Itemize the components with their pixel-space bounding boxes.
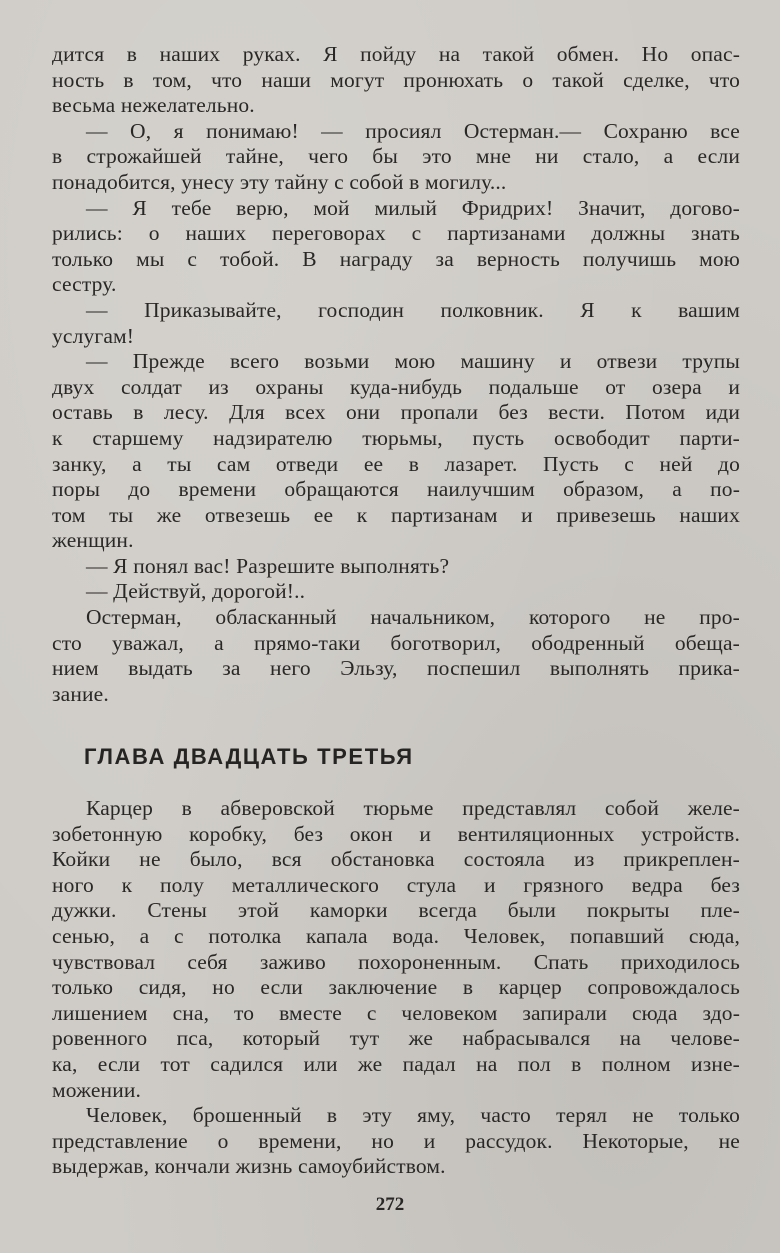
text-line: чувствовал себя заживо похороненным. Спать приходилось [52, 949, 740, 974]
text-line: поры до времени обращаются наилучшим образом, а по- [52, 477, 740, 502]
text-line: выдержав, кончали жизнь самоубийством. [52, 1154, 446, 1179]
text-line: — О, я понимаю! — просиял Остерман.— Сохраню все [86, 118, 740, 143]
text-line: — Прежде всего возьми мою машину и отвези трупы [86, 349, 740, 374]
text-line: Человек, брошенный в эту яму, часто терял не только [86, 1103, 740, 1128]
text-line: — Действуй, дорогой!.. [86, 579, 306, 604]
text-line: в строжайшей тайне, чего бы это мне ни стало, а если [52, 144, 740, 169]
text-line: понадобится, унесу эту тайну с собой в могилу... [52, 169, 507, 194]
text-line: дужки. Стены этой каморки всегда были покрыты пле- [52, 898, 740, 923]
text-line: Койки не было, вся обстановка состояла из прикреплен- [52, 847, 740, 872]
text-line: только мы с тобой. В награду за верность получишь мою [52, 246, 740, 271]
text-line: ного к полу металлического стула и грязного ведра без [52, 872, 740, 897]
text-line: двух солдат из охраны куда-нибудь подальше от озера и [52, 374, 740, 399]
text-block-bottom [52, 796, 740, 1180]
text-line: можении. [52, 1077, 142, 1102]
text-line: к старшему надзирателю тюрьмы, пусть освободит парти- [52, 425, 740, 450]
text-line: женщин. [52, 528, 134, 553]
text-line: сто уважал, а прямо-таки боготворил, ободренный обеща- [52, 630, 740, 655]
text-line: лишением сна, то вместе с человеком запирали сюда здо- [52, 1000, 740, 1025]
text-block-top [52, 42, 740, 707]
text-line: ка, если тот садился или же падал на пол в полном изне- [52, 1051, 740, 1076]
text-line: только сидя, но если заключение в карцер сопровождалось [52, 975, 740, 1000]
text-line: рились: о наших переговорах с партизанами должны знать [52, 221, 740, 246]
text-line: ровенного пса, который тут же набрасывался на челове- [52, 1026, 740, 1051]
text-line: занку, а ты сам отведи ее в лазарет. Пусть с ней до [52, 451, 740, 476]
text-line: сестру. [52, 272, 117, 297]
text-line: нием выдать за него Эльзу, поспешил выполнять прика- [52, 656, 740, 681]
text-line: — Я понял вас! Разрешите выполнять? [86, 553, 450, 578]
chapter-heading: ГЛАВА ДВАДЦАТЬ ТРЕТЬЯ [84, 744, 414, 769]
page-number: 272 [375, 1194, 405, 1215]
text-line: Остерман, обласканный начальником, которого не про- [86, 605, 740, 630]
text-line: зание. [52, 681, 109, 706]
text-line: оставь в лесу. Для всех они пропали без вести. Потом иди [52, 400, 740, 425]
text-line: сенью, а с потолка капала вода. Человек, попавший сюда, [52, 923, 740, 948]
text-line: зобетонную коробку, без окон и вентиляционных устройств. [52, 821, 740, 846]
text-line: ность в том, что наши могут пронюхать о такой сделке, что [52, 67, 740, 92]
text-line: — Приказывайте, господин полковник. Я к вашим [86, 297, 740, 322]
text-line: весьма нежелательно. [52, 93, 255, 118]
text-line: том ты же отвезешь ее к партизанам и привезешь наших [52, 502, 740, 527]
text-line: представление о времени, но и рассудок. Некоторые, не [52, 1128, 740, 1153]
text-line: — Я тебе верю, мой милый Фридрих! Значит, догово- [86, 195, 740, 220]
text-line: Карцер в абверовской тюрьме представлял собой желе- [86, 796, 740, 820]
text-line: услугам! [52, 323, 135, 348]
text-line: дится в наших руках. Я пойду на такой обмен. Но опас- [52, 42, 740, 66]
